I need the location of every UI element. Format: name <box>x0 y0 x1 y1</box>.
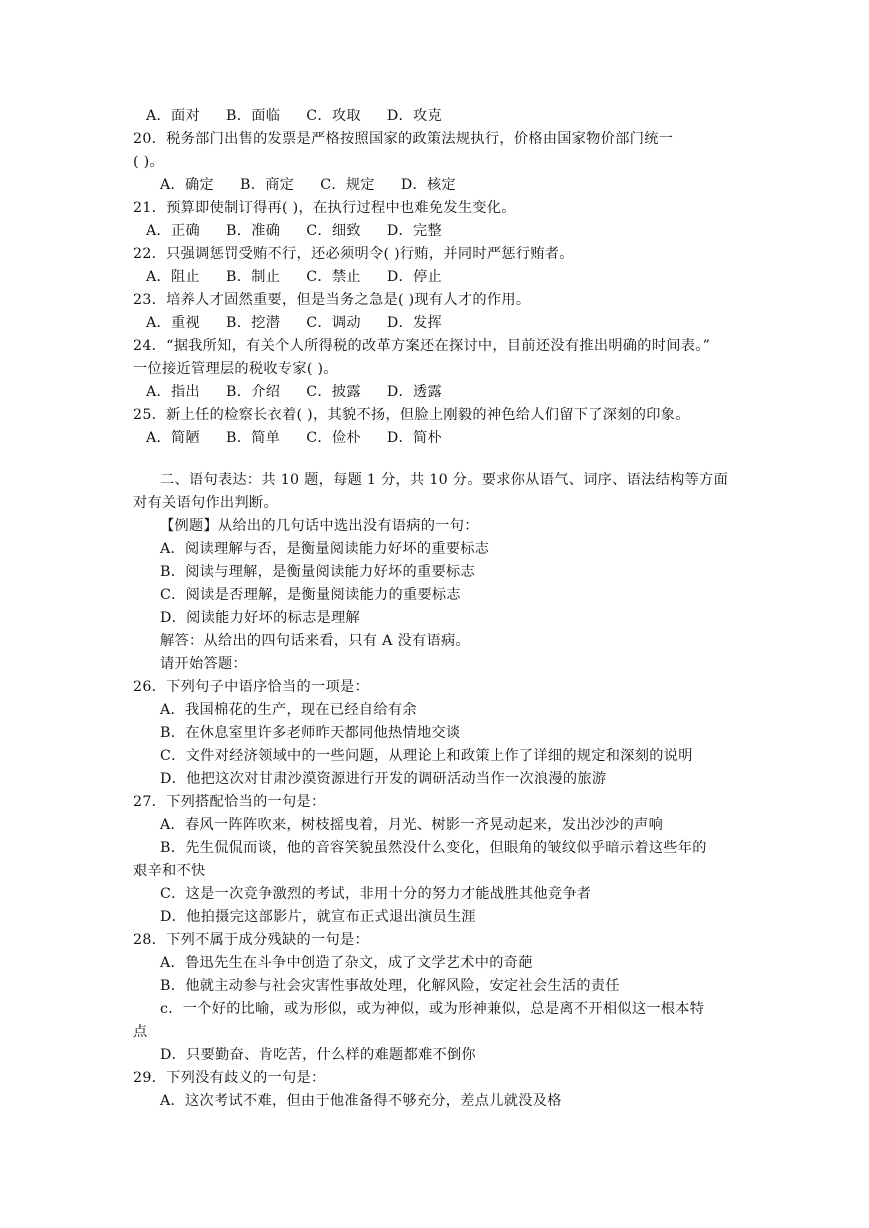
text-line: B．先生侃侃而谈，他的音容笑貌虽然没什么变化，但眼角的皱纹似乎暗示着这些年的 <box>160 840 707 856</box>
option-choice: B．准确 <box>226 223 281 239</box>
text-line: C．阅读是否理解，是衡量阅读能力的重要标志 <box>160 587 461 603</box>
text-line: B．在休息室里许多老师昨天都同他热情地交谈 <box>160 725 461 741</box>
text-line: 21．预算即使制订得再( )，在执行过程中也难免发生变化。 <box>133 200 516 216</box>
option-choice: A．正确 <box>146 223 201 239</box>
text-line: A．春风一阵阵吹来，树枝摇曳着，月光、树影一齐晃动起来，发出沙沙的声响 <box>160 817 664 833</box>
text-line: 20．税务部门出售的发票是严格按照国家的政策法规执行，价格由国家物价部门统一 <box>133 131 674 147</box>
option-choice: B．制止 <box>226 269 281 285</box>
text-line: 艰辛和不快 <box>133 863 206 879</box>
option-choice: B．介绍 <box>226 384 281 400</box>
text-line: B．他就主动参与社会灾害性事故处理，化解风险，安定社会生活的责任 <box>160 978 620 994</box>
option-choice: B．挖潜 <box>226 315 281 331</box>
text-line: ( )。 <box>133 154 164 170</box>
text-line: C．这是一次竞争激烈的考试，非用十分的努力才能战胜其他竞争者 <box>160 886 592 902</box>
text-line: B．阅读与理解，是衡量阅读能力好坏的重要标志 <box>160 564 475 580</box>
text-line: A．我国棉花的生产，现在已经自给有余 <box>160 702 417 718</box>
text-line: 26．下列句子中语序恰当的一项是： <box>133 679 369 695</box>
text-line: A．阅读理解与否，是衡量阅读能力好坏的重要标志 <box>160 541 490 557</box>
text-line: 27．下列搭配恰当的一句是： <box>133 794 326 810</box>
text-line: 28．下列不属于成分残缺的一句是： <box>133 932 369 948</box>
text-line: D．阅读能力好坏的标志是理解 <box>160 610 361 626</box>
option-choice: A．指出 <box>146 384 201 400</box>
text-line: C．文件对经济领域中的一些问题，从理论上和政策上作了详细的规定和深刻的说明 <box>160 748 693 764</box>
option-choice: C．细致 <box>306 223 361 239</box>
option-choice: A．简陋 <box>146 430 201 446</box>
option-choice: D．攻克 <box>386 108 442 124</box>
text-line: D．他把这次对甘肃沙漠资源进行开发的调研活动当作一次浪漫的旅游 <box>160 771 607 787</box>
option-choice: C．披露 <box>306 384 361 400</box>
text-line: 25．新上任的检察长衣着( )，其貌不扬，但脸上刚毅的神色给人们留下了深刻的印象。 <box>133 407 690 423</box>
text-line: D．他拍摄完这部影片，就宣布正式退出演员生涯 <box>160 909 476 925</box>
option-row <box>146 106 442 126</box>
option-choice: D．发挥 <box>386 315 442 331</box>
text-line: 29．下列没有歧义的一句是： <box>133 1070 326 1086</box>
option-choice: B．商定 <box>240 177 295 193</box>
option-choice: C．规定 <box>320 177 375 193</box>
text-line: 【例题】从给出的几句话中选出没有语病的一句： <box>160 518 479 534</box>
option-choice: C．调动 <box>306 315 361 331</box>
option-choice: C．攻取 <box>306 108 361 124</box>
option-choice: C．禁止 <box>306 269 361 285</box>
option-choice: C．俭朴 <box>306 430 361 446</box>
text-line: c．一个好的比喻，或为形似，或为神似，或为形神兼似，总是离不开相似这一根本特 <box>160 1001 705 1017</box>
option-choice: B．面临 <box>226 108 281 124</box>
option-choice: D．透露 <box>386 384 442 400</box>
option-choice: A．确定 <box>160 177 215 193</box>
option-row <box>146 382 442 402</box>
text-line: 23．培养人才固然重要，但是当务之急是( )现有人才的作用。 <box>133 292 531 308</box>
text-line: 解答：从给出的四句话来看，只有 A 没有语病。 <box>160 633 470 649</box>
text-line: 点 <box>133 1024 148 1040</box>
text-line: 24．“据我所知，有关个人所得税的改革方案还在探讨中，目前还没有推出明确的时间表。” <box>133 338 711 354</box>
option-row <box>160 175 456 195</box>
text-line: A．鲁迅先生在斗争中创造了杂文，成了文学艺术中的奇葩 <box>160 955 533 971</box>
text-line: 一位接近管理层的税收专家( )。 <box>133 361 338 377</box>
option-choice: D．核定 <box>400 177 456 193</box>
option-choice: A．重视 <box>146 315 201 331</box>
option-choice: A．阻止 <box>146 269 201 285</box>
option-choice: B．简单 <box>226 430 281 446</box>
text-line: 22．只强调惩罚受贿不行，还必须明令( )行贿，并同时严惩行贿者。 <box>133 246 574 262</box>
text-line: A．这次考试不难，但由于他准备得不够充分，差点儿就没及格 <box>160 1093 562 1109</box>
text-line: 二、语句表达：共 10 题，每题 1 分，共 10 分。要求你从语气、词序、语法结构等方面 <box>160 472 729 488</box>
option-row <box>146 428 442 448</box>
text-line: 对有关语句作出判断。 <box>133 495 278 511</box>
option-choice: D．停止 <box>386 269 442 285</box>
option-row <box>146 313 442 333</box>
option-row <box>146 267 442 287</box>
text-line: D．只要勤奋、肯吃苦，什么样的难题都难不倒你 <box>160 1047 476 1063</box>
option-row <box>146 221 442 241</box>
option-choice: A．面对 <box>146 108 201 124</box>
text-line: 请开始答题： <box>160 656 247 672</box>
option-choice: D．简朴 <box>386 430 442 446</box>
option-choice: D．完整 <box>386 223 442 239</box>
